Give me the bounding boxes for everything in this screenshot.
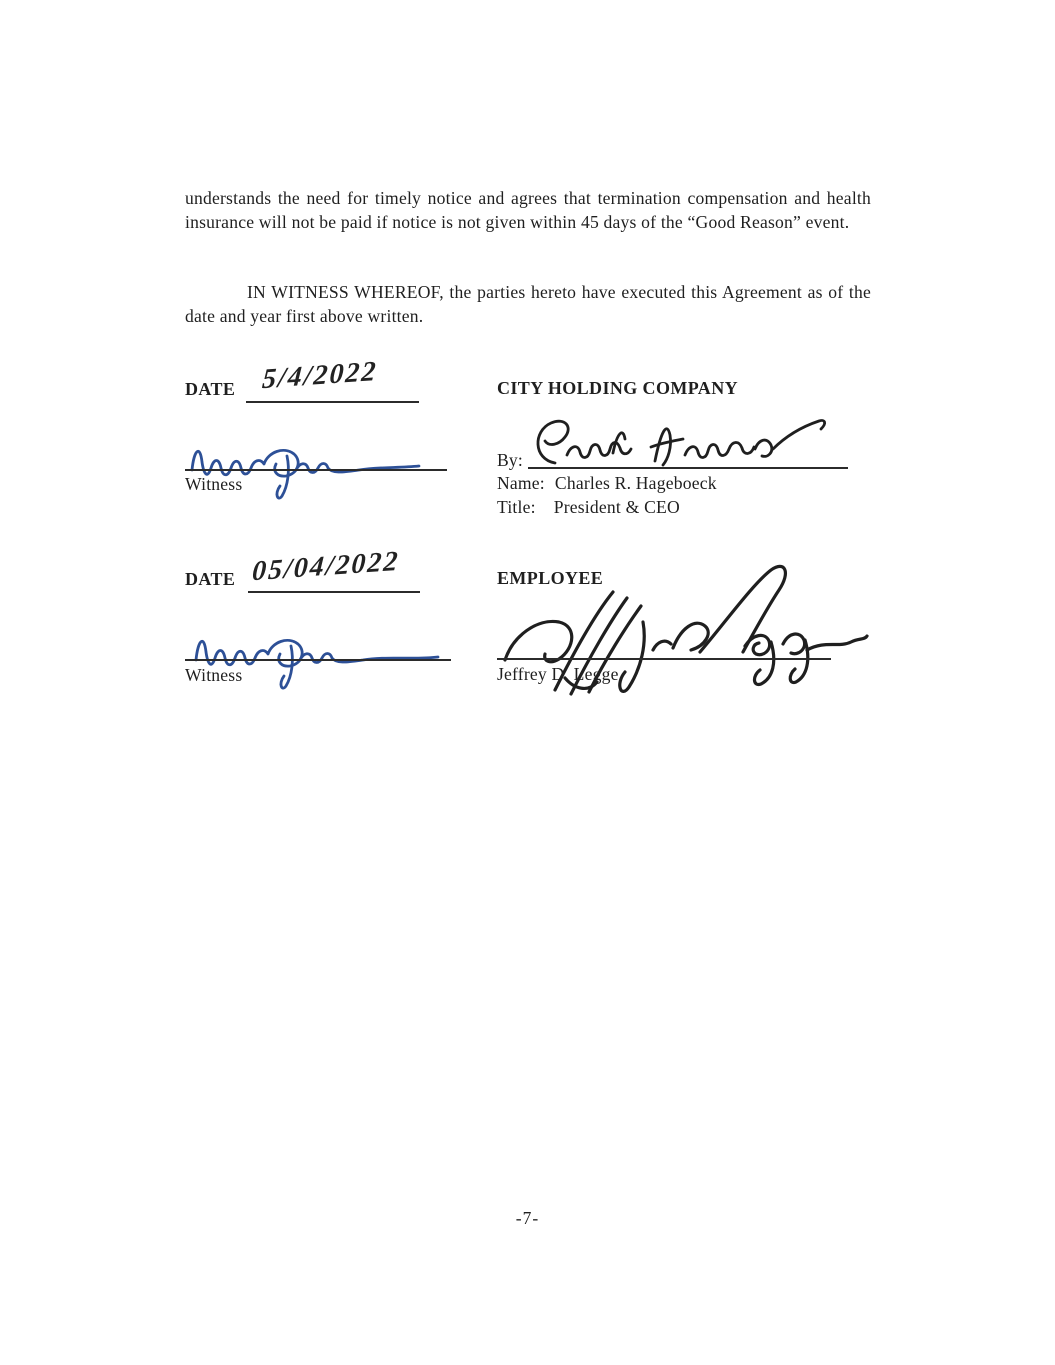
- date-line-2: [248, 591, 420, 593]
- paragraph-continuation: understands the need for timely notice and agrees that termination compensation and health insurance will not be paid if notice is not given within 45 days of the “Good Reason” event.: [185, 188, 871, 232]
- name-label: Name:: [497, 473, 545, 493]
- by-line: [528, 467, 848, 469]
- paragraph-witness-clause: IN WITNESS WHEREOF, the parties hereto have executed this Agreement as of the date and year first above written.: [185, 282, 871, 326]
- witness-label-1: Witness: [185, 474, 243, 494]
- title-row: [497, 497, 680, 518]
- title-label: Title:: [497, 497, 536, 517]
- by-label: By:: [497, 450, 524, 470]
- date-value-handwritten-1: 5/4/2022: [261, 355, 379, 396]
- witness-line-2: [185, 659, 451, 661]
- date-value-handwritten-2: 05/04/2022: [251, 545, 401, 588]
- witness-label-2: Witness: [185, 665, 243, 685]
- signer-printed-name: Jeffrey D. Legge: [497, 664, 619, 684]
- page-number: -7-: [515, 1208, 540, 1228]
- name-value: Charles R. Hageboeck: [554, 473, 717, 493]
- name-row: [497, 473, 717, 494]
- officer-signature-ink: [527, 415, 847, 471]
- date-label-2: DATE: [185, 569, 236, 589]
- witness-line-1: [185, 469, 447, 471]
- employee-signature-line: [497, 658, 831, 660]
- employee-heading: EMPLOYEE: [497, 568, 604, 588]
- date-label-1: DATE: [185, 379, 236, 399]
- title-value: President & CEO: [553, 497, 680, 517]
- date-line-1: [246, 401, 419, 403]
- company-name: CITY HOLDING COMPANY: [497, 378, 738, 398]
